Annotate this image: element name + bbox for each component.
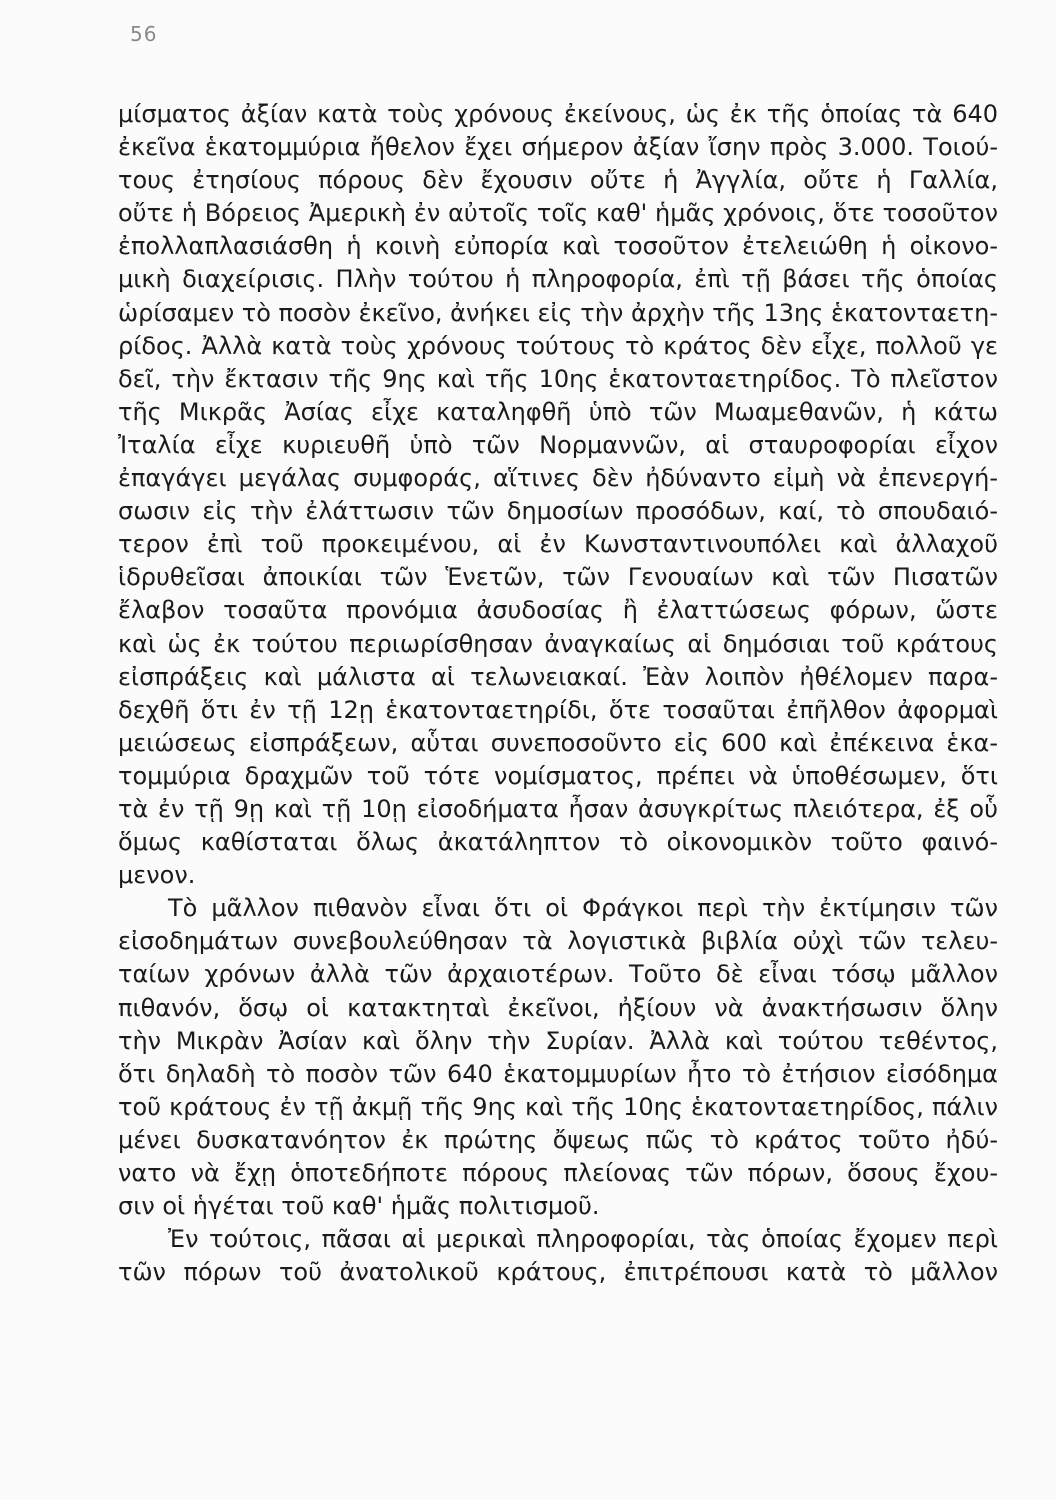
text-line: τομμύρια δραχμῶν τοῦ τότε νομίσματος, πρέπει νὰ ὑποθέσωμεν, ὅτι: [118, 761, 998, 790]
text-line: σιν οἱ ἡγέται τοῦ καθ' ἡμᾶς πολιτισμοῦ.: [118, 1192, 600, 1221]
text-line: μικὴ διαχείρισις. Πλὴν τούτου ἡ πληροφορία, ἐπὶ τῇ βάσει τῆς ὁποίας: [118, 265, 998, 294]
text-line: τὰ ἐν τῇ 9ῃ καὶ τῇ 10ῃ εἰσοδήματα ἦσαν ἀσυγκρίτως πλειότερα, ἐξ οὗ: [118, 794, 998, 823]
text-line: Ἰταλία εἶχε κυριευθῆ ὑπὸ τῶν Νορμαννῶν, αἱ σταυροφορίαι εἶχον: [118, 430, 998, 459]
text-line: πιθανόν, ὅσῳ οἱ κατακτηταὶ ἐκεῖνοι, ἠξίουν νὰ ἀνακτήσωσιν ὅλην: [118, 993, 998, 1022]
text-line: τῆς Μικρᾶς Ἀσίας εἶχε καταληφθῆ ὑπὸ τῶν Μωαμεθανῶν, ἡ κάτω: [118, 397, 998, 426]
text-line: οὔτε ἡ Βόρειος Ἀμερικὴ ἐν αὐτοῖς τοῖς καθ' ἡμᾶς χρόνοις, ὅτε τοσοῦτον: [118, 199, 998, 228]
page-number: 56: [130, 22, 158, 46]
text-line: τους ἐτησίους πόρους δὲν ἔχουσιν οὔτε ἡ Ἀγγλία, οὔτε ἡ Γαλλία,: [118, 166, 998, 195]
text-line: τὴν Μικρὰν Ἀσίαν καὶ ὅλην τὴν Συρίαν. Ἀλλὰ καὶ τούτου τεθέντος,: [118, 1026, 998, 1055]
text-line: καὶ ὡς ἐκ τούτου περιωρίσθησαν ἀναγκαίως αἱ δημόσιαι τοῦ κράτους: [118, 629, 998, 658]
text-line: εἰσπράξεις καὶ μάλιστα αἱ τελωνειακαί. Ἐὰν λοιπὸν ἠθέλομεν παρα-: [118, 662, 998, 691]
text-line: ἔλαβον τοσαῦτα προνόμια ἀσυδοσίας ἢ ἐλαττώσεως φόρων, ὥστε: [118, 596, 998, 625]
text-line: δεχθῆ ὅτι ἐν τῇ 12ῃ ἑκατονταετηρίδι, ὅτε τοσαῦται ἐπῆλθον ἀφορμαὶ: [118, 695, 998, 724]
text-line: μενον.: [118, 861, 196, 890]
text-line: ρίδος. Ἀλλὰ κατὰ τοὺς χρόνους τούτους τὸ κράτος δὲν εἶχε, πολλοῦ γε: [118, 331, 998, 360]
body-text: [118, 98, 998, 1289]
paragraph-2: [118, 892, 998, 1223]
text-line: ἱδρυθεῖσαι ἀποικίαι τῶν Ἑνετῶν, τῶν Γενουαίων καὶ τῶν Πισατῶν: [118, 563, 998, 592]
text-line: τῶν πόρων τοῦ ἀνατολικοῦ κράτους, ἐπιτρέπουσι κατὰ τὸ μᾶλλον: [118, 1258, 998, 1287]
text-line: σωσιν εἰς τὴν ἐλάττωσιν τῶν δημοσίων προσόδων, καί, τὸ σπουδαιό-: [118, 497, 998, 526]
text-line: μένει δυσκατανόητον ἐκ πρώτης ὄψεως πῶς τὸ κράτος τοῦτο ἠδύ-: [118, 1125, 998, 1154]
text-line: ὡρίσαμεν τὸ ποσὸν ἐκεῖνο, ἀνήκει εἰς τὴν ἀρχὴν τῆς 13ης ἑκατονταετη-: [118, 298, 998, 327]
text-line: τοῦ κράτους ἐν τῇ ἀκμῇ τῆς 9ης καὶ τῆς 10ης ἑκατονταετηρίδος, πάλιν: [118, 1092, 998, 1121]
text-line: μίσματος ἀξίαν κατὰ τοὺς χρόνους ἐκείνους, ὡς ἐκ τῆς ὁποίας τὰ 640: [118, 100, 998, 128]
text-line: ἐπολλαπλασιάσθη ἡ κοινὴ εὐπορία καὶ τοσοῦτον ἐτελειώθη ἡ οἰκονο-: [118, 232, 998, 261]
text-line: δεῖ, τὴν ἔκτασιν τῆς 9ης καὶ τῆς 10ης ἑκατονταετηρίδος. Τὸ πλεῖστον: [118, 364, 998, 393]
text-line: εἰσοδημάτων συνεβουλεύθησαν τὰ λογιστικὰ βιβλία οὐχὶ τῶν τελευ-: [118, 927, 998, 956]
text-line: ἐκεῖνα ἑκατομμύρια ἤθελον ἔχει σήμερον ἀξίαν ἴσην πρὸς 3.000. Τοιού-: [118, 133, 998, 162]
text-line: ἐπαγάγει μεγάλας συμφοράς, αἵτινες δὲν ἠδύναντο εἰμὴ νὰ ἐπενεργή-: [118, 464, 998, 493]
text-line: ταίων χρόνων ἀλλὰ τῶν ἀρχαιοτέρων. Τοῦτο δὲ εἶναι τόσῳ μᾶλλον: [118, 960, 998, 989]
text-line: ὅτι δηλαδὴ τὸ ποσὸν τῶν 640 ἑκατομμυρίων ἦτο τὸ ἐτήσιον εἰσόδημα: [118, 1059, 998, 1088]
text-line: τερον ἐπὶ τοῦ προκειμένου, αἱ ἐν Κωνσταντινουπόλει καὶ ἀλλαχοῦ: [118, 530, 998, 559]
text-line: μειώσεως εἰσπράξεων, αὗται συνεποσοῦντο εἰς 600 καὶ ἐπέκεινα ἑκα-: [118, 728, 998, 757]
text-line: Ἐν τούτοις, πᾶσαι αἱ μερικαὶ πληροφορίαι, τὰς ὁποίας ἔχομεν περὶ: [168, 1225, 998, 1254]
paragraph-1: [118, 98, 998, 892]
text-line: Τὸ μᾶλλον πιθανὸν εἶναι ὅτι οἱ Φράγκοι περὶ τὴν ἐκτίμησιν τῶν: [168, 894, 998, 923]
text-line: νατο νὰ ἔχῃ ὁποτεδήποτε πόρους πλείονας τῶν πόρων, ὅσους ἔχου-: [118, 1159, 998, 1187]
text-line: ὅμως καθίσταται ὅλως ἀκατάληπτον τὸ οἰκονομικὸν τοῦτο φαινό-: [118, 828, 998, 857]
paragraph-3: [118, 1223, 998, 1289]
